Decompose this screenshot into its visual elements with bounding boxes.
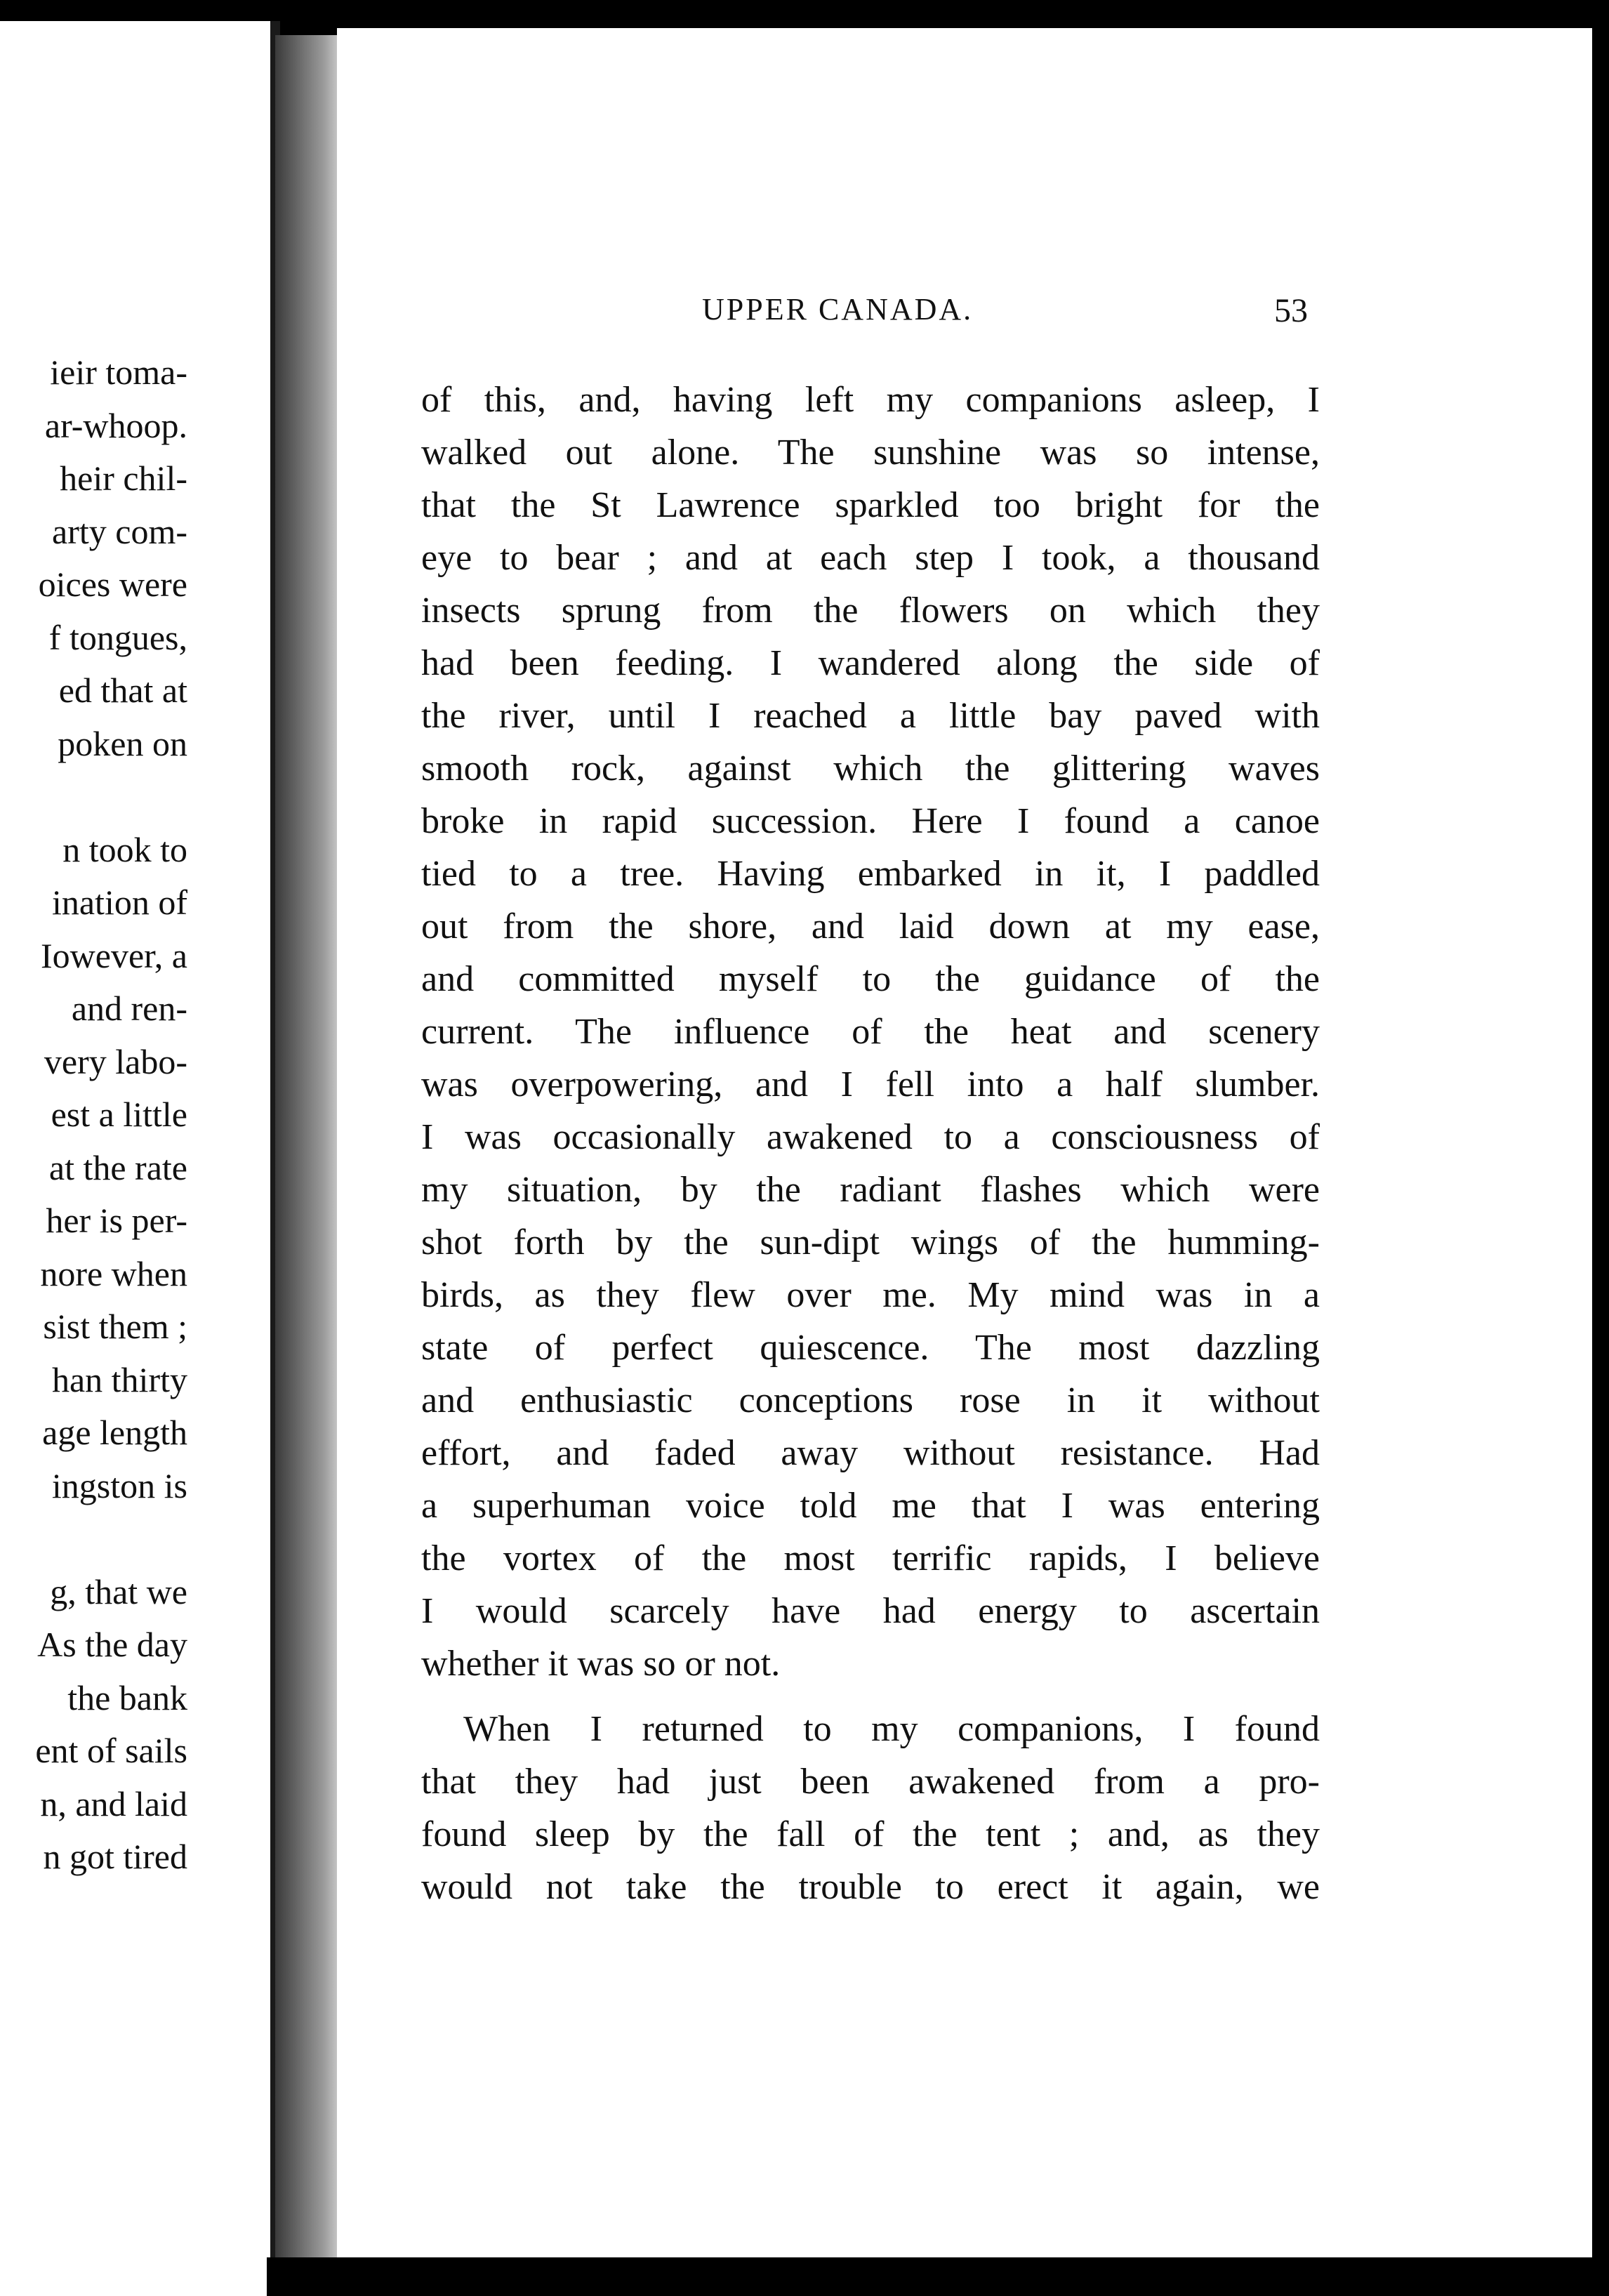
- text-line: I was occasionally awakened to a consciousness of: [421, 1117, 1320, 1157]
- text-line: smooth rock, against which the glittering waves: [421, 748, 1320, 789]
- text-line: effort, and faded away without resistance. Had: [421, 1433, 1320, 1473]
- left-text-line: n took to: [62, 829, 187, 869]
- left-text-line: her is per-: [46, 1201, 187, 1240]
- left-text-line: Iowever, a: [41, 935, 187, 975]
- text-line: whether it was so or not.: [421, 1644, 781, 1684]
- page-edge-right: [1592, 28, 1609, 2261]
- text-line: and enthusiastic conceptions rose in it without: [421, 1380, 1320, 1420]
- left-text-line: ination of: [51, 883, 187, 922]
- text-line: and committed myself to the guidance of the: [421, 959, 1320, 999]
- text-line: shot forth by the sun-dipt wings of the humming-: [421, 1222, 1320, 1262]
- book-gutter: [275, 35, 344, 2282]
- text-line: birds, as they flew over me. My mind was in a: [421, 1275, 1320, 1315]
- text-line: state of perfect quiescence. The most dazzling: [421, 1328, 1320, 1368]
- text-line: of this, and, having left my companions asleep, I: [421, 380, 1320, 420]
- left-page-text: [0, 21, 277, 2296]
- text-line: would not take the trouble to erect it again, we: [421, 1867, 1320, 1907]
- left-text-line: n got tired: [43, 1837, 187, 1876]
- left-text-line: g, that we: [50, 1571, 187, 1611]
- left-text-line: the bank: [67, 1677, 187, 1717]
- text-line: a superhuman voice told me that I was entering: [421, 1486, 1320, 1526]
- text-line: found sleep by the fall of the tent ; and, as they: [421, 1814, 1320, 1854]
- text-line: was overpowering, and I fell into a half slumber.: [421, 1064, 1320, 1104]
- text-line: tied to a tree. Having embarked in it, I paddled: [421, 854, 1320, 894]
- left-text-line: est a little: [51, 1095, 187, 1134]
- left-text-line: age length: [42, 1413, 187, 1452]
- text-line: I would scarcely have had energy to ascertain: [421, 1591, 1320, 1631]
- left-text-line: n, and laid: [40, 1783, 187, 1823]
- paragraph-2: [421, 1703, 1320, 1913]
- left-text-line: As the day: [37, 1625, 187, 1664]
- body-text: [421, 374, 1320, 1913]
- page-number: 53: [1274, 292, 1308, 329]
- text-line: walked out alone. The sunshine was so intense,: [421, 433, 1320, 473]
- text-line: the river, until I reached a little bay paved with: [421, 696, 1320, 736]
- left-text-line: ieir toma-: [50, 352, 187, 392]
- left-page: [0, 21, 277, 2296]
- page-edge-bottom: [267, 2257, 1609, 2296]
- text-line: that the St Lawrence sparkled too bright for the: [421, 485, 1320, 525]
- text-line: eye to bear ; and at each step I took, a thousand: [421, 538, 1320, 578]
- left-text-line: and ren-: [71, 989, 187, 1028]
- running-head: UPPER CANADA.: [702, 292, 974, 326]
- left-text-line: ent of sails: [35, 1731, 187, 1770]
- left-text-line: oices were: [38, 565, 187, 604]
- text-line: out from the shore, and laid down at my ease,: [421, 906, 1320, 946]
- text-line: my situation, by the radiant flashes which were: [421, 1170, 1320, 1210]
- text-line: the vortex of the most terrific rapids, I believe: [421, 1538, 1320, 1578]
- left-text-line: sist them ;: [43, 1307, 187, 1346]
- left-text-line: han thirty: [51, 1359, 187, 1399]
- text-line: broke in rapid succession. Here I found a canoe: [421, 801, 1320, 841]
- text-line: current. The influence of the heat and scenery: [421, 1012, 1320, 1052]
- paragraph-1: [421, 374, 1320, 1690]
- left-text-line: poken on: [58, 723, 187, 763]
- text-line: had been feeding. I wandered along the side of: [421, 643, 1320, 683]
- text-line: insects sprung from the flowers on which they: [421, 591, 1320, 631]
- left-text-line: f tongues,: [48, 617, 187, 657]
- text-line: When I returned to my companions, I found: [463, 1709, 1320, 1749]
- left-text-line: very labo-: [44, 1041, 187, 1081]
- left-text-line: arty com-: [52, 511, 187, 551]
- left-text-line: ingston is: [51, 1465, 187, 1505]
- left-text-line: heir chil-: [60, 458, 187, 498]
- paragraph-gap: [421, 1690, 1320, 1703]
- left-text-line: nore when: [40, 1253, 187, 1293]
- text-line: that they had just been awakened from a pro-: [421, 1762, 1320, 1802]
- left-text-line: ed that at: [58, 671, 187, 710]
- left-text-line: at the rate: [48, 1147, 187, 1187]
- left-text-line: ar-whoop.: [44, 405, 187, 445]
